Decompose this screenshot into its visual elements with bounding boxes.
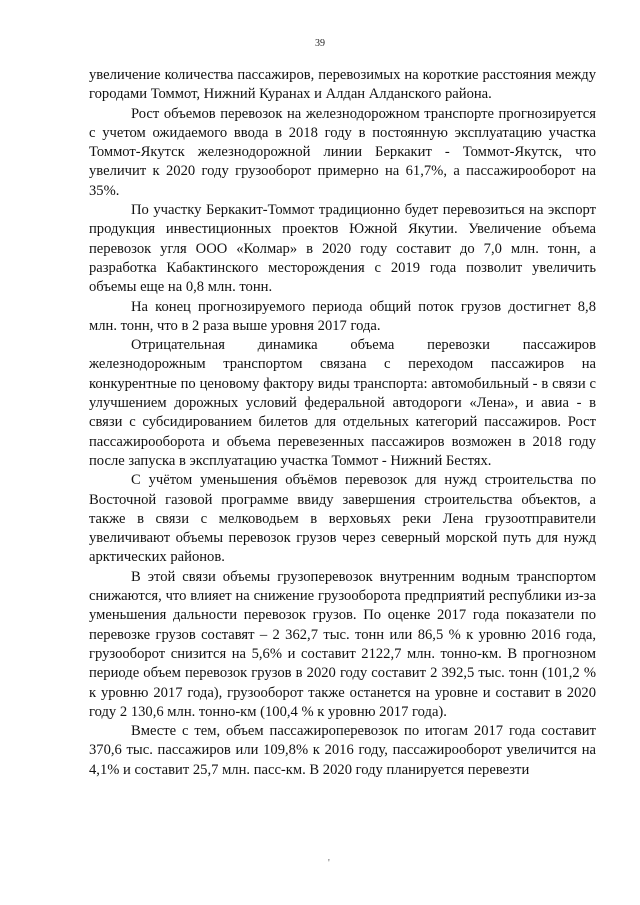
paragraph-passenger-dynamics: Отрицательная динамика объема перевозки пассажиров железнодорожным транспортом связана с переходом пассажиров на конкурентные по ценовому фактору виды транспорта: автомобильный - в связи с улучшением дорожных условий федеральной автодороги «Лена», и авиа - в связи с субсидированием билетов для отдельных категорий пассажиров. Рост пассажирооборота и объема перевезенных пассажиров возможен в 2018 году после запуска в эксплуатацию участка Томмот - Нижний Бестях.	[89, 337, 596, 469]
page-number: 39	[315, 38, 325, 49]
paragraph-passenger-transport: Вместе с тем, объем пассажироперевозок по итогам 2017 года составит 370,6 тыс. пассажиров или 109,8% к 2016 году, пассажирооборот увеличится на 4,1% и составит 25,7 млн. пасс-км. В 2020 году планируется перевезти	[89, 723, 596, 778]
paragraph-inland-water: В этой связи объемы грузоперевозок внутренним водным транспортом снижаются, что влияет на снижение грузооборота предприятий республики из-за уменьшения дальности перевозок грузов. По оценке 2017 года показатели по перевозке грузов составят – 2 362,7 тыс. тонн или 86,5 % к уровню 2016 года, грузооборот снизится на 5,6% и составит 2122,7 млн. тонно-км. В прогнозном периоде объем перевозок грузов в 2020 году составит 2 392,5 тыс. тонн (101,2 % к уровню 2017 года), грузооборот также останется на уровне и составит в 2020 году 2 130,6 млн. тонно-км (100,4 % к уровню 2017 года).	[89, 568, 596, 720]
paragraph-berkakit-tommot: По участку Беркакит-Томмот традиционно будет перевозиться на экспорт продукция инвестиционных проектов Южной Якутии. Увеличение объема перевозок угля ООО «Колмар» в 2020 году составит до 7,0 млн. тонн, а разработка Кабактинского месторождения с 2019 года позволит увеличить объемы еще на 0,8 млн. тонн.	[89, 202, 596, 296]
stray-mark: '	[328, 858, 330, 869]
paragraph-construction-volumes: С учётом уменьшения объёмов перевозок для нужд строительства по Восточной газовой программе ввиду завершения строительства объектов, а также в связи с мелководьем в верховьях реки Лена грузоотправители увеличивают объемы перевозок грузов через северный морской путь для нужд арктических районов.	[89, 472, 596, 566]
paragraph-railway-growth: Рост объемов перевозок на железнодорожном транспорте прогнозируется с учетом ожидаемого ввода в 2018 году в постоянную эксплуатацию участка Томмот-Якутск железнодорожной линии Беркакит - Томмот-Якутск, что увеличит к 2020 году грузооборот примерно на 61,7%, а пассажирооборот на 35%.	[89, 105, 596, 199]
body-text	[89, 66, 596, 780]
paragraph-continuation: увеличение количества пассажиров, перевозимых на короткие расстояния между городами Томмот, Нижний Куранах и Алдан Алданского района.	[89, 67, 596, 103]
paragraph-cargo-flow: На конец прогнозируемого периода общий поток грузов достигнет 8,8 млн. тонн, что в 2 раза выше уровня 2017 года.	[89, 298, 596, 334]
